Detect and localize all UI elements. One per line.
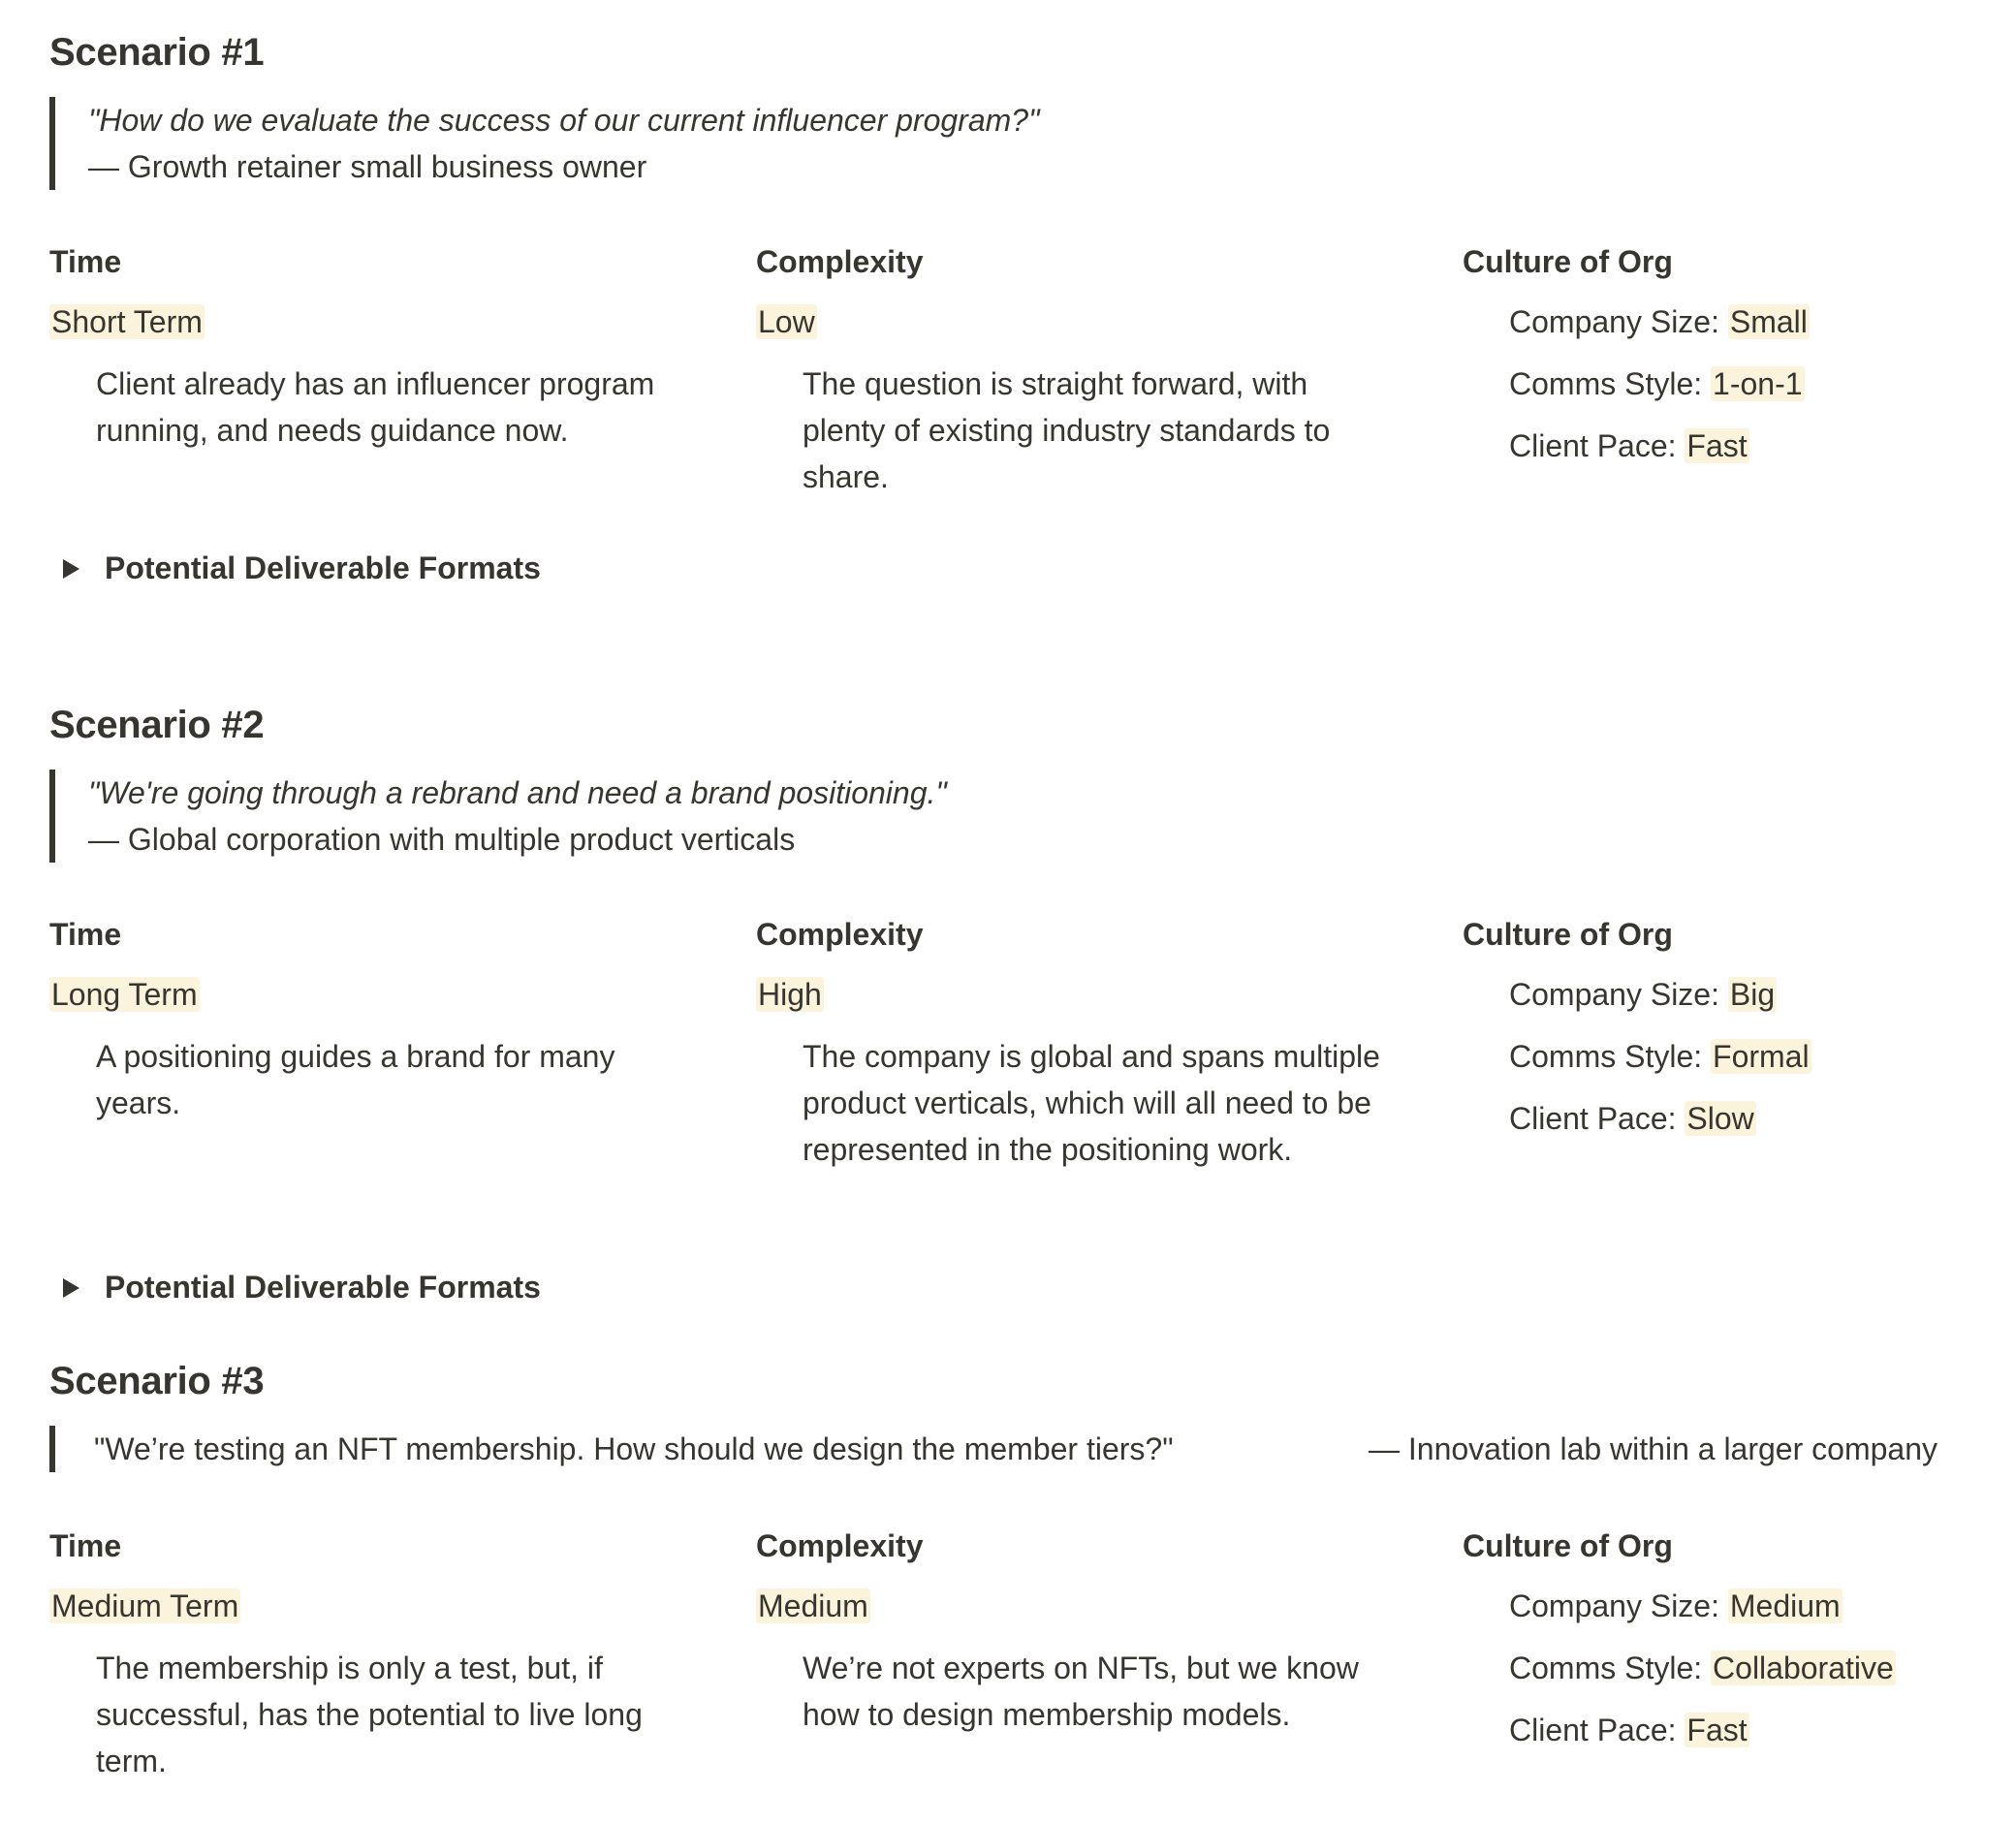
- time-heading: Time: [49, 917, 122, 952]
- deliverable-formats-toggle[interactable]: [63, 547, 541, 589]
- company-size-label: Company Size:: [1509, 977, 1728, 1012]
- time-tag: Medium Term: [51, 1588, 239, 1623]
- culture-list: [1509, 1585, 1896, 1771]
- time-heading: Time: [49, 244, 122, 279]
- client-pace-item: [1509, 1709, 1896, 1771]
- culture-list: [1509, 973, 1811, 1159]
- deliverable-formats-toggle[interactable]: [63, 1266, 541, 1308]
- toggle-arrow-icon[interactable]: [63, 559, 79, 579]
- client-pace-tag: Slow: [1686, 1101, 1754, 1136]
- complexity-heading: Complexity: [756, 1528, 924, 1563]
- scenario-quote: [49, 770, 947, 863]
- company-size-item: [1509, 300, 1810, 362]
- culture-heading: Culture of Org: [1463, 1528, 1673, 1563]
- time-description: Client already has an influencer program running, and needs guidance now.: [96, 366, 655, 448]
- client-pace-label: Client Pace:: [1509, 428, 1685, 463]
- comms-style-label: Comms Style:: [1509, 1651, 1712, 1685]
- company-size-tag: Small: [1729, 304, 1808, 339]
- company-size-label: Company Size:: [1509, 1588, 1728, 1623]
- scenario-title: Scenario #3: [49, 1360, 265, 1402]
- client-pace-tag: Fast: [1686, 1713, 1748, 1747]
- complexity-description: The question is straight forward, with plenty of existing industry standards to share.: [803, 366, 1331, 494]
- comms-style-item: [1509, 1035, 1811, 1097]
- time-tag: Long Term: [51, 977, 198, 1012]
- scenario-quote: [49, 97, 1039, 190]
- company-size-item: [1509, 1585, 1896, 1647]
- scenario-title: Scenario #1: [49, 31, 265, 74]
- complexity-description: The company is global and spans multiple product verticals, which will all need to be represented in the positioning work.: [803, 1039, 1380, 1167]
- complexity-heading: Complexity: [756, 917, 924, 952]
- company-size-tag: Big: [1729, 977, 1776, 1012]
- culture-list: [1509, 300, 1810, 487]
- toggle-arrow-icon[interactable]: [63, 1278, 79, 1298]
- complexity-heading: Complexity: [756, 244, 924, 279]
- quote-attribution: — Innovation lab within a larger company: [1369, 1431, 1937, 1466]
- toggle-label[interactable]: Potential Deliverable Formats: [105, 550, 541, 585]
- company-size-tag: Medium: [1729, 1588, 1841, 1623]
- complexity-tag: High: [758, 977, 822, 1012]
- company-size-item: [1509, 973, 1811, 1035]
- time-tag: Short Term: [51, 304, 203, 339]
- quote-text: "How do we evaluate the success of our current influencer program?": [88, 103, 1040, 138]
- quote-text: "We're going through a rebrand and need a brand positioning.": [88, 775, 947, 810]
- client-pace-label: Client Pace:: [1509, 1101, 1685, 1136]
- quote-attribution: — Growth retainer small business owner: [88, 149, 647, 184]
- company-size-label: Company Size:: [1509, 304, 1728, 339]
- culture-heading: Culture of Org: [1463, 244, 1673, 279]
- client-pace-item: [1509, 1097, 1811, 1159]
- client-pace-label: Client Pace:: [1509, 1713, 1685, 1747]
- culture-heading: Culture of Org: [1463, 917, 1673, 952]
- scenario-quote: [49, 1426, 1988, 1472]
- comms-style-label: Comms Style:: [1509, 366, 1712, 401]
- complexity-tag: Low: [758, 304, 815, 339]
- client-pace-tag: Fast: [1686, 428, 1748, 463]
- comms-style-tag: Formal: [1713, 1039, 1810, 1074]
- complexity-description: We’re not experts on NFTs, but we know how to design membership models.: [803, 1651, 1359, 1732]
- comms-style-item: [1509, 1647, 1896, 1709]
- comms-style-label: Comms Style:: [1509, 1039, 1712, 1074]
- comms-style-tag: Collaborative: [1713, 1651, 1894, 1685]
- comms-style-tag: 1-on-1: [1713, 366, 1803, 401]
- time-heading: Time: [49, 1528, 122, 1563]
- time-description: The membership is only a test, but, if successful, has the potential to live long term.: [96, 1651, 643, 1778]
- time-description: A positioning guides a brand for many years.: [96, 1039, 615, 1120]
- comms-style-item: [1509, 362, 1810, 425]
- client-pace-item: [1509, 425, 1810, 487]
- complexity-tag: Medium: [758, 1588, 868, 1623]
- quote-text: "We’re testing an NFT membership. How should we design the member tiers?": [94, 1431, 1174, 1466]
- scenario-title: Scenario #2: [49, 704, 265, 746]
- toggle-label[interactable]: Potential Deliverable Formats: [105, 1270, 541, 1305]
- quote-attribution: — Global corporation with multiple product verticals: [88, 822, 796, 857]
